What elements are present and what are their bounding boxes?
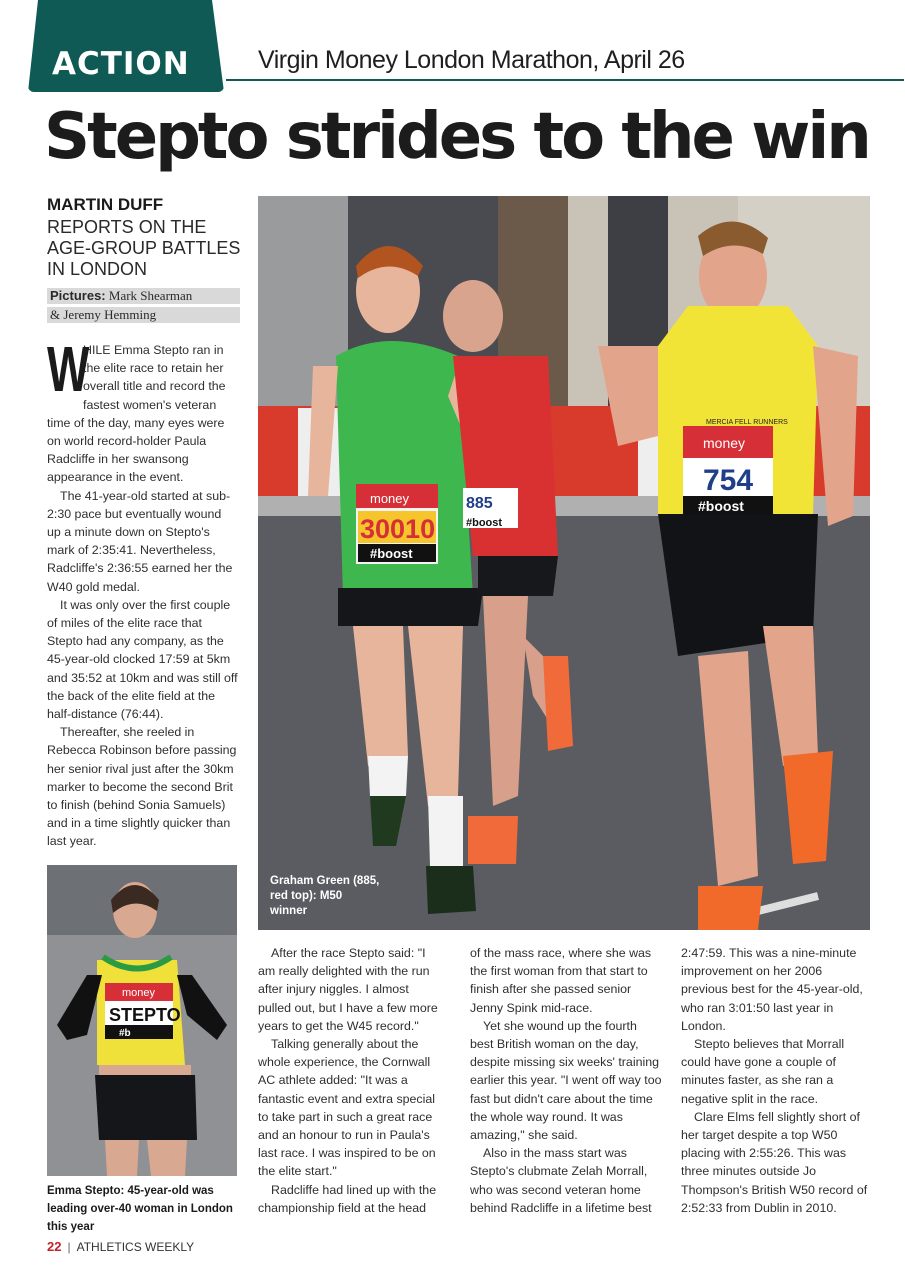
standfirst: REPORTS ON THE AGE-GROUP BATTLES IN LONDON xyxy=(47,217,241,279)
header-rule xyxy=(226,79,904,81)
article-column-2 xyxy=(258,944,444,1217)
emma-stepto-image xyxy=(47,865,237,1176)
emma-stepto-photo xyxy=(47,865,237,1176)
bib-right-tag: #boost xyxy=(698,498,744,514)
page-number: 22 xyxy=(47,1239,62,1254)
bib-right-brand: money xyxy=(703,435,746,451)
small-bib-brand: money xyxy=(122,987,156,999)
bib-mid-number: 885 xyxy=(466,495,493,512)
paragraph: Thereafter, she reeled in Rebecca Robinson before passing her senior rival just after the 30km marker to become the second Brit to finish (behind Sonia Samuels) and in a time slightly quicker than last year. xyxy=(47,725,237,849)
paragraph: Stepto believes that Morrall could have gone a couple of minutes faster, as she ran a negative split in the race. xyxy=(681,1037,845,1106)
paragraph: W HILE Emma Stepto ran in the elite race to retain her overall title and record the fastest women's veteran time of the day, many eyes were on world record-holder Paula Radcliffe in her swansong appearance in the event. xyxy=(47,333,226,485)
bib-right-number: 754 xyxy=(703,464,754,497)
small-bib-tag: #b xyxy=(119,1028,131,1039)
headline: Stepto strides to the win xyxy=(44,100,869,174)
bib-left-number: 30010 xyxy=(360,514,436,544)
bib-left-tag: #boost xyxy=(370,546,413,561)
bib-left-brand: money xyxy=(370,491,410,506)
paragraph: Also in the mass start was Stepto's clubmate Zelah Morrall, who was second veteran home behind Radcliffe in a lifetime best xyxy=(470,1146,652,1215)
paragraph: of the mass race, where she was the first woman from that start to finish after she passed senior Jenny Spink mid-race. xyxy=(470,946,652,1015)
pictures-label: Pictures: xyxy=(50,288,106,303)
author-name: MARTIN DUFF xyxy=(47,195,164,214)
pictures-credit-2: & Jeremy Hemming xyxy=(50,307,157,322)
page-footer: 22 | ATHLETICS WEEKLY xyxy=(47,1239,195,1254)
paragraph: Yet she wound up the fourth best British woman on the day, despite missing six weeks' training earlier this year. "I went off way too fast but didn't care about the time the whole way round. It was amazing," she said. xyxy=(470,1018,662,1143)
picture-credit-line-2 xyxy=(47,307,240,323)
paragraph: Talking generally about the whole experience, the Cornwall AC athlete added: "It was a fantastic event and extra special to take part in such a great race and an honour to run in Paula's last race. I was inspired to be on the elite start." xyxy=(258,1037,436,1179)
small-bib-name: STEPTO xyxy=(109,1005,181,1025)
paragraph: The 41-year-old started at sub-2:30 pace but eventually wound up a minute down on Stepto's mark of 2:35:41. Nevertheless, Radcliffe's 2:36:55 earned her the W40 gold medal. xyxy=(47,488,233,594)
vest-text: MERCIA FELL RUNNERS xyxy=(706,419,788,426)
paragraph: It was only over the first couple of miles of the elite race that Stepto had any company, as the 45-year-old clocked 17:59 at 5km and 35:52 at 10km and was still off the back of the elite field at the half-distance (76:44). xyxy=(47,597,238,722)
main-photo-caption: Graham Green (885, red top): M50 winner xyxy=(270,875,380,917)
picture-credit-line-1 xyxy=(47,288,240,304)
paragraph: Clare Elms fell slightly short of her target despite a top W50 placing with 2:55:26. This was three minutes outside Jo Thompson's British W50 record of 2:52:33 from Dublin in 2010. xyxy=(681,1109,868,1215)
paragraph: 2:47:59. This was a nine-minute improvement on her 2006 previous best for the 45-year-old, who ran 3:01:50 last year in London. xyxy=(681,946,863,1033)
marathon-runners-photo xyxy=(258,196,870,930)
bib-mid-tag: #boost xyxy=(466,517,503,529)
section-label: ACTION xyxy=(52,46,190,82)
article-column-3 xyxy=(470,944,662,1217)
magazine-name: ATHLETICS WEEKLY xyxy=(76,1240,195,1254)
drop-cap: W xyxy=(47,333,90,405)
pictures-credit-1: Mark Shearman xyxy=(108,288,193,303)
article-column-4 xyxy=(681,944,871,1217)
byline xyxy=(47,195,242,280)
paragraph: After the race Stepto said: "I am really delighted with the run after injury niggles. I almost pulled out, but I have a few more years to get the W45 record." xyxy=(258,946,438,1033)
article-column-1 xyxy=(47,333,238,851)
main-photo xyxy=(258,196,870,930)
event-title: Virgin Money London Marathon, April 26 xyxy=(258,46,685,74)
small-photo-caption: Emma Stepto: 45-year-old was leading over-40 woman in London this year xyxy=(47,1185,233,1233)
paragraph: Radcliffe had lined up with the championship field at the head xyxy=(258,1182,437,1215)
